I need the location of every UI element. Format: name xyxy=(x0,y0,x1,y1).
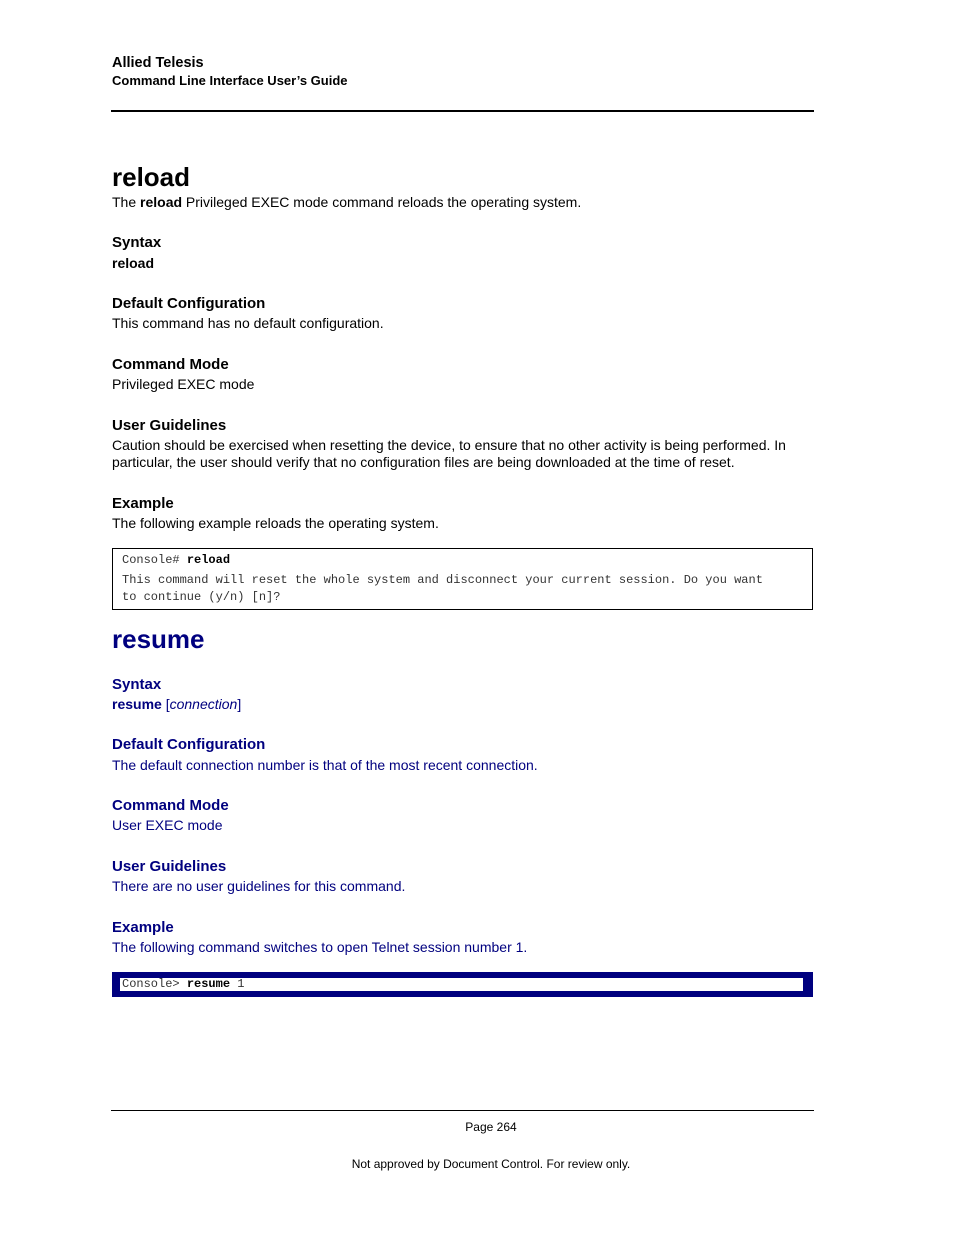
reload-example-heading: Example xyxy=(112,495,174,512)
reload-syntax-heading: Syntax xyxy=(112,234,162,251)
reload-code-output-line-2: to continue (y/n) [n]? xyxy=(122,590,281,604)
resume-code-command-line xyxy=(122,976,244,992)
reload-code-prompt: Console# xyxy=(122,553,187,567)
resume-code-command: resume xyxy=(186,977,231,991)
header-divider xyxy=(111,110,814,112)
resume-example-text: The following command switches to open Telnet session number 1. xyxy=(112,939,528,955)
reload-title: reload xyxy=(112,162,191,192)
footer-page-number: Page 264 xyxy=(465,1120,517,1134)
reload-code-block xyxy=(112,548,813,610)
header-company: Allied Telesis xyxy=(112,55,204,71)
reload-guidelines-text: Caution should be exercised when resetting the device, to ensure that no other activity is being performed. In particular, the user should verify that no configuration files are being downloaded at the time of reset. xyxy=(112,437,786,470)
reload-intro-pre: The xyxy=(112,194,141,210)
resume-syntax xyxy=(112,696,241,713)
reload-intro-post: Privileged EXEC mode command reloads the operating system. xyxy=(182,194,582,210)
resume-syntax-command: resume xyxy=(112,696,162,712)
resume-code-inner xyxy=(120,978,803,991)
resume-title: resume xyxy=(112,624,205,654)
resume-syntax-parameter: connection xyxy=(169,696,238,712)
resume-syntax-heading: Syntax xyxy=(112,676,162,693)
reload-mode-heading: Command Mode xyxy=(112,356,229,373)
resume-syntax-open-bracket: [ xyxy=(161,696,170,712)
footer-divider xyxy=(111,1110,814,1111)
resume-mode-heading: Command Mode xyxy=(112,797,229,814)
reload-guidelines-heading: User Guidelines xyxy=(112,417,227,434)
resume-guidelines-text: There are no user guidelines for this command. xyxy=(112,878,406,894)
footer-review-note: Not approved by Document Control. For review only. xyxy=(351,1157,631,1171)
resume-code-argument: 1 xyxy=(230,977,245,991)
resume-syntax-close-bracket: ] xyxy=(237,696,242,712)
resume-code-prompt: Console> xyxy=(122,977,187,991)
resume-default-text: The default connection number is that of the most recent connection. xyxy=(112,757,538,773)
reload-mode-text: Privileged EXEC mode xyxy=(112,376,255,392)
header-guide-title: Command Line Interface User’s Guide xyxy=(112,73,348,88)
reload-syntax: reload xyxy=(112,255,155,271)
reload-code-output-line-1: This command will reset the whole system and disconnect your current session. Do you want xyxy=(122,573,763,587)
reload-intro-command: reload xyxy=(140,194,183,210)
resume-mode-text: User EXEC mode xyxy=(112,817,223,833)
reload-code-command-line xyxy=(122,552,230,568)
resume-default-heading: Default Configuration xyxy=(112,736,266,753)
resume-code-block xyxy=(112,972,813,997)
reload-code-command: reload xyxy=(186,553,231,567)
reload-intro xyxy=(112,194,581,211)
reload-default-heading: Default Configuration xyxy=(112,295,266,312)
resume-guidelines-heading: User Guidelines xyxy=(112,858,227,875)
reload-example-text: The following example reloads the operating system. xyxy=(112,515,439,531)
resume-example-heading: Example xyxy=(112,919,174,936)
reload-default-text: This command has no default configuration. xyxy=(112,315,384,331)
